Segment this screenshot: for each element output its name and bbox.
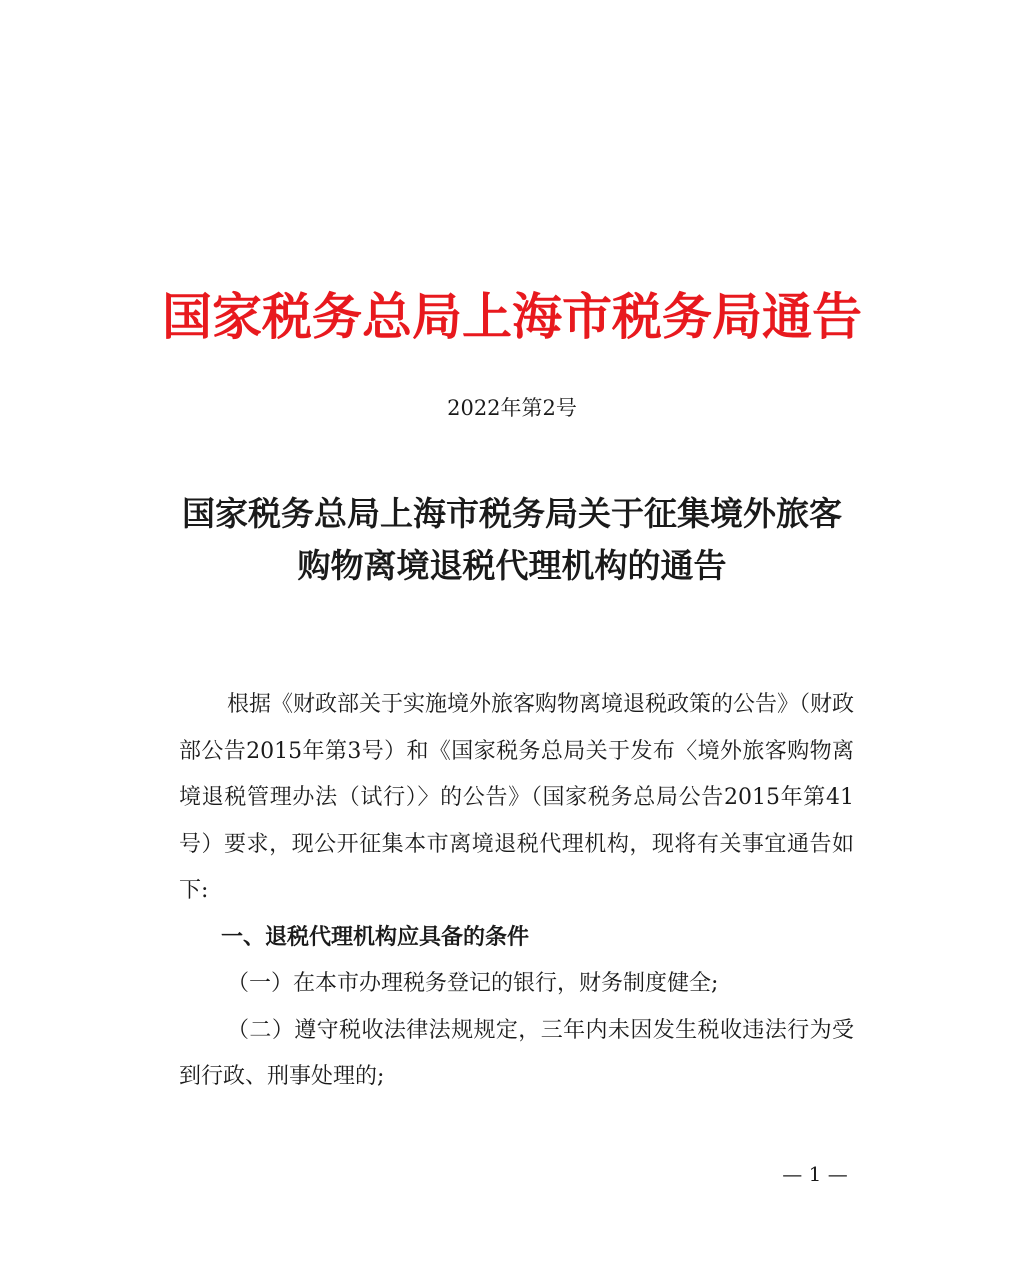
document-subject xyxy=(170,488,854,592)
section-heading-1: 一、退税代理机构应具备的条件 xyxy=(221,924,530,950)
subject-line-2: 购物离境退税代理机构的通告 xyxy=(297,546,727,585)
subject-line-1: 国家税务总局上海市税务局关于征集境外旅客 xyxy=(182,494,842,533)
condition-item-2: （二）遵守税收法律法规规定，三年内未因发生税收违法行为受到行政、刑事处理的; xyxy=(179,1017,854,1089)
document-number: 2022年第2号 xyxy=(447,396,577,420)
page-number: — 1 — xyxy=(782,1162,848,1186)
intro-paragraph: 根据《财政部关于实施境外旅客购物离境退税政策的公告》（财政部公告2015年第3号）和《国家税务总局关于发布〈境外旅客购物离境退税管理办法（试行）〉的公告》（国家税务总局公告2015年第41号）要求，现公开征集本市离境退税代理机构，现将有关事宜通告如下: xyxy=(179,692,855,903)
document-body xyxy=(179,682,854,1101)
condition-item-1: （一）在本市办理税务登记的银行，财务制度健全; xyxy=(227,971,719,996)
notice-header-title: 国家税务总局上海市税务局通告 xyxy=(162,287,862,346)
